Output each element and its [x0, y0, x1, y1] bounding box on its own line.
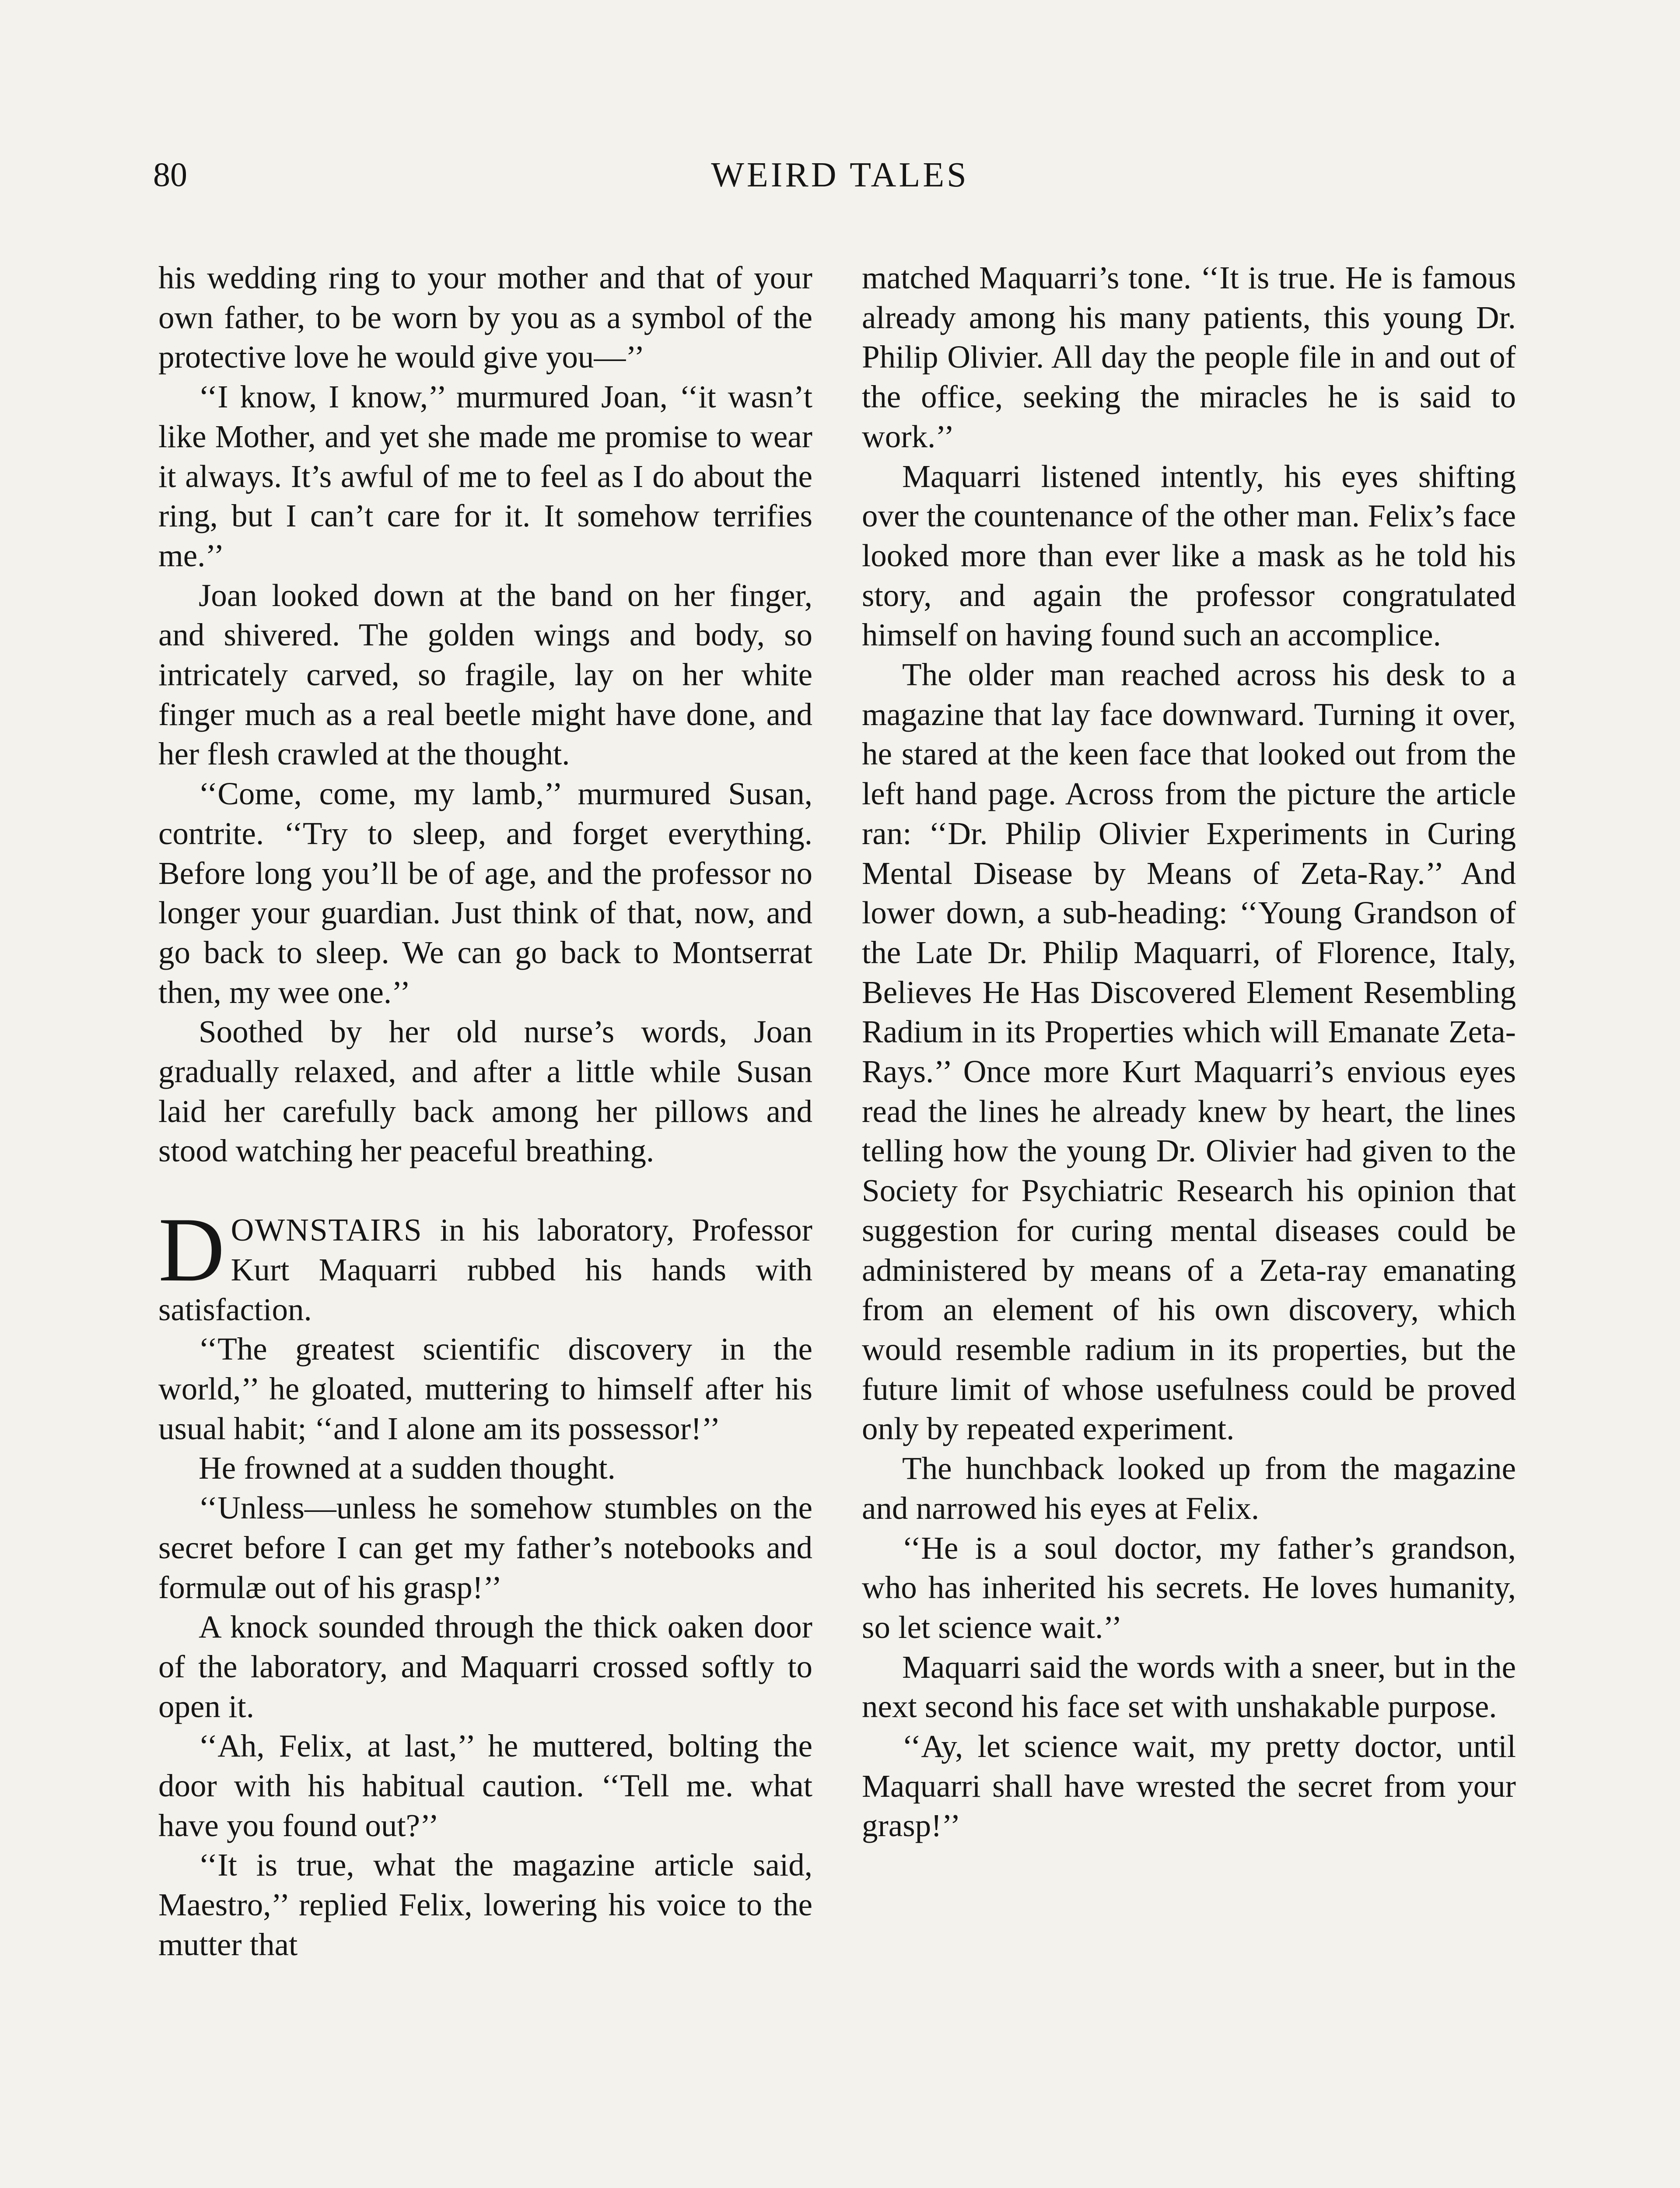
- right-column: [862, 258, 1516, 1846]
- section-start-paragraph: [158, 1199, 812, 1329]
- paragraph: ‘‘Come, come, my lamb,’’ murmured Susan, contrite. ‘‘Try to sleep, and forget everything. Before long you’ll be of age, and the professor no longer your guardian. Just think of that, now, and go back to sleep. We can go back to Montserrat then, my wee one.’’: [158, 776, 812, 1010]
- paragraph: ‘‘Ah, Felix, at last,’’ he muttered, bolting the door with his habitual caution. ‘‘Tell me. what have you found out?’’: [158, 1728, 812, 1843]
- paragraph: matched Maquarri’s tone. ‘‘It is true. He is famous already among his many patients, this young Dr. Philip Olivier. All day the people file in and out of the office, seeking the miracles he is said to work.’’: [862, 260, 1516, 454]
- left-column: [158, 258, 812, 1965]
- paragraph: Maquarri listened intently, his eyes shifting over the countenance of the other man. Felix’s face looked more than ever like a mask as he told his story, and again the professor congratulated himself on having found such an accomplice.: [862, 458, 1516, 653]
- drop-cap: D: [158, 1199, 225, 1301]
- paragraph: ‘‘I know, I know,’’ murmured Joan, ‘‘it wasn’t like Mother, and yet she made me promise to wear it always. It’s awful of me to feel as I do about the ring, but I can’t care for it. It somehow terrifies me.’’: [158, 379, 812, 573]
- paragraph: ‘‘Ay, let science wait, my pretty doctor, until Maquarri shall have wrested the secret from your grasp!’’: [862, 1729, 1516, 1844]
- paragraph: ‘‘It is true, what the magazine article said, Maestro,’’ replied Felix, lowering his voice to the mutter that: [158, 1847, 812, 1962]
- paragraph: ‘‘The greatest scientific discovery in the world,’’ he gloated, muttering to himself after his usual habit; ‘‘and I alone am its possessor!’’: [158, 1331, 812, 1446]
- lead-in-caps: OWNSTAIRS: [231, 1212, 423, 1248]
- paragraph: ‘‘He is a soul doctor, my father’s grandson, who has inherited his secrets. He loves humanity, so let science wait.’’: [862, 1530, 1516, 1645]
- paragraph: Maquarri said the words with a sneer, but in the next second his face set with unshakable purpose.: [862, 1649, 1516, 1725]
- paragraph: He frowned at a sudden thought.: [199, 1450, 616, 1486]
- paragraph: Soothed by her old nurse’s words, Joan gradually relaxed, and after a little while Susan laid her carefully back among her pillows and stood watching her peaceful breathing.: [158, 1014, 812, 1169]
- paragraph: The hunchback looked up from the magazine and narrowed his eyes at Felix.: [862, 1451, 1516, 1526]
- paragraph: A knock sounded through the thick oaken door of the laboratory, and Maquarri crossed softly to open it.: [158, 1609, 812, 1724]
- paragraph: The older man reached across his desk to a magazine that lay face downward. Turning it over, he stared at the keen face that looked out from the left hand page. Across from the picture the article ran: ‘‘Dr. Philip Olivier Experiments in Curing Mental Disease by Means of Zeta-Ray.’’ And lower down, a sub-heading: ‘‘Young Grandson of the Late Dr. Philip Maquarri, of Florence, Italy, Believes He Has Discovered Element Resembling Radium in its Properties which will Emanate Zeta-Rays.’’ Once more Kurt Maquarri’s envious eyes read the lines he already knew by heart, the lines telling how the young Dr. Olivier had given to the Society for Psychiatric Research his opinion that suggestion for curing mental diseases could be administered by means of a Zeta-ray emanating from an element of his own discovery, which would resemble radium in its properties, but the future limit of whose usefulness could be proved only by repeated experiment.: [862, 657, 1516, 1447]
- paragraph: Joan looked down at the band on her finger, and shivered. The golden wings and body, so intricately carved, so fragile, lay on her white finger much as a real beetle might have done, and her flesh crawled at the thought.: [158, 577, 812, 772]
- paragraph: ‘‘Unless—unless he somehow stumbles on the secret before I can get my father’s notebooks and formulæ out of his grasp!’’: [158, 1490, 812, 1605]
- page-number: 80: [153, 155, 187, 193]
- paragraph: his wedding ring to your mother and that of your own father, to be worn by you as a symbol of the protective love he would give you—’’: [158, 260, 812, 375]
- running-title: WEIRD TALES: [711, 156, 969, 194]
- paragraph-text: in his laboratory, Professor Kurt Maquarri rubbed his hands with satisfaction.: [158, 1212, 812, 1327]
